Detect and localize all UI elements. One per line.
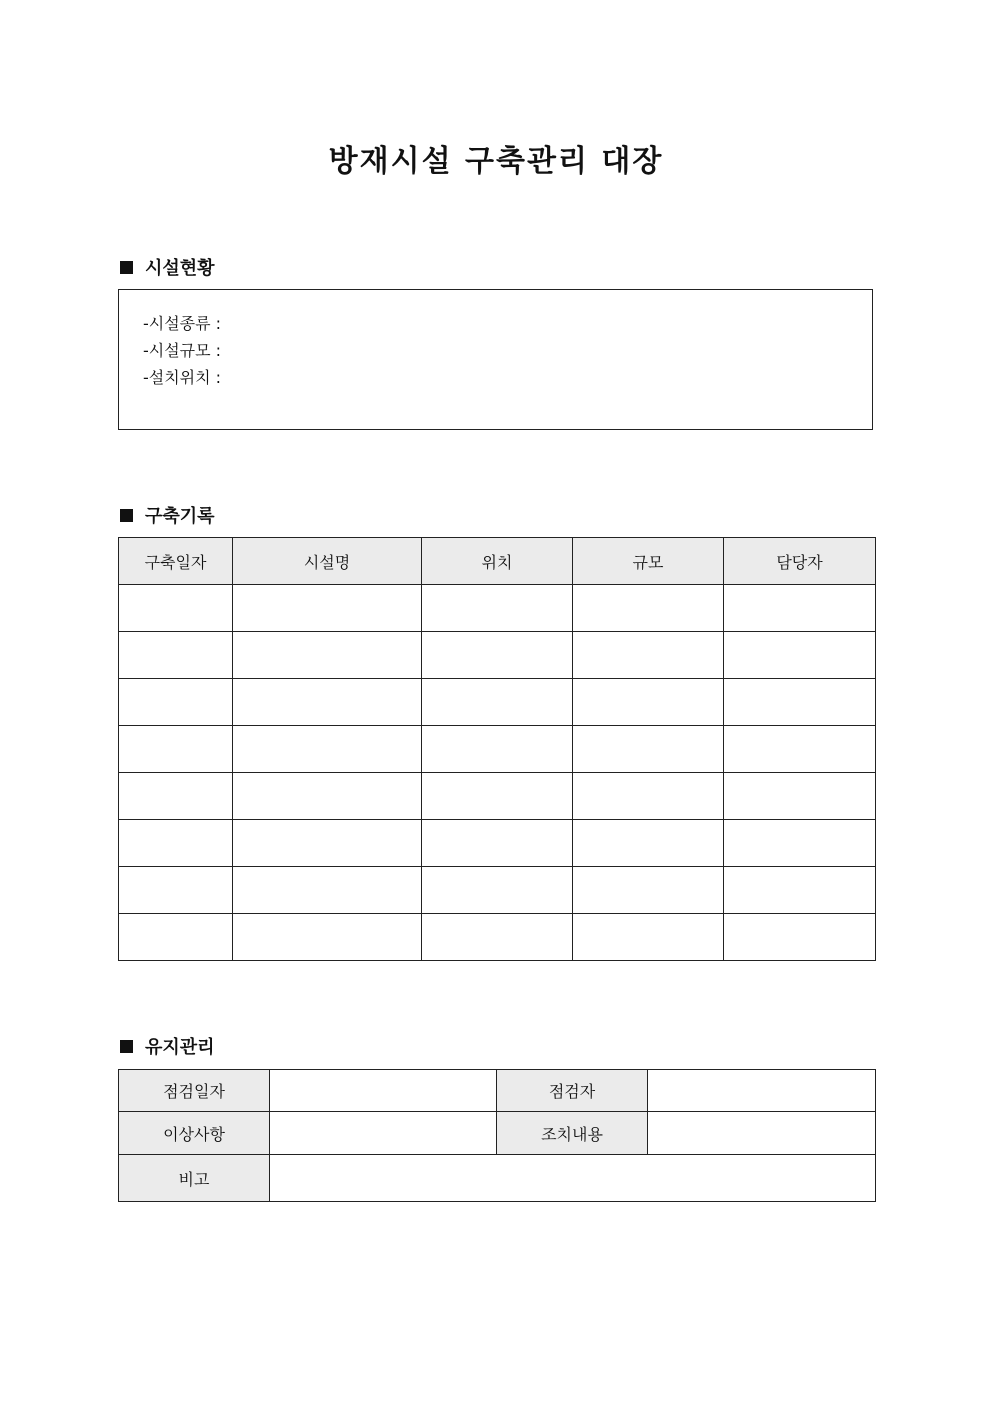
manager-cell[interactable] — [724, 867, 876, 914]
location-cell[interactable] — [422, 679, 573, 726]
section-heading-label: 시설현황 — [145, 258, 215, 279]
facility-type-line: -시설종류 : — [143, 314, 222, 333]
scale-cell[interactable] — [573, 914, 724, 961]
build-record-table — [118, 537, 876, 961]
remarks-label: 비고 — [119, 1155, 270, 1202]
build-date-cell[interactable] — [119, 679, 233, 726]
location-cell[interactable] — [422, 914, 573, 961]
column-header-scale: 규모 — [573, 538, 724, 585]
facility-name-cell[interactable] — [233, 632, 422, 679]
location-cell[interactable] — [422, 632, 573, 679]
column-header-location: 위치 — [422, 538, 573, 585]
facility-scale-line: -시설규모 : — [143, 341, 222, 360]
scale-cell[interactable] — [573, 820, 724, 867]
maintenance-table — [118, 1069, 876, 1202]
location-cell[interactable] — [422, 867, 573, 914]
scale-cell[interactable] — [573, 867, 724, 914]
inspection-date-label: 점검일자 — [119, 1070, 270, 1112]
square-bullet-icon — [120, 261, 133, 274]
section-heading-maintenance — [120, 1033, 215, 1059]
location-cell[interactable] — [422, 820, 573, 867]
manager-cell[interactable] — [724, 585, 876, 632]
scale-cell[interactable] — [573, 726, 724, 773]
build-date-cell[interactable] — [119, 726, 233, 773]
build-date-cell[interactable] — [119, 867, 233, 914]
build-date-cell[interactable] — [119, 632, 233, 679]
manager-cell[interactable] — [724, 914, 876, 961]
column-header-facility-name: 시설명 — [233, 538, 422, 585]
facility-name-cell[interactable] — [233, 773, 422, 820]
table-row — [119, 679, 876, 726]
location-cell[interactable] — [422, 585, 573, 632]
facility-name-cell[interactable] — [233, 585, 422, 632]
column-header-build-date: 구축일자 — [119, 538, 233, 585]
build-date-cell[interactable] — [119, 820, 233, 867]
manager-cell[interactable] — [724, 632, 876, 679]
manager-cell[interactable] — [724, 726, 876, 773]
facility-name-cell[interactable] — [233, 679, 422, 726]
issues-label: 이상사항 — [119, 1112, 270, 1155]
table-row — [119, 914, 876, 961]
facility-name-cell[interactable] — [233, 726, 422, 773]
page-title: 방재시설 구축관리 대장 — [328, 144, 664, 179]
square-bullet-icon — [120, 1040, 133, 1053]
section-heading-status — [120, 254, 215, 280]
location-cell[interactable] — [422, 773, 573, 820]
table-row — [119, 1112, 876, 1155]
build-date-cell[interactable] — [119, 773, 233, 820]
scale-cell[interactable] — [573, 585, 724, 632]
build-date-cell[interactable] — [119, 585, 233, 632]
table-row — [119, 820, 876, 867]
column-header-manager: 담당자 — [724, 538, 876, 585]
table-header-row — [119, 538, 876, 585]
issues-field[interactable] — [270, 1112, 497, 1155]
inspector-field[interactable] — [648, 1070, 876, 1112]
section-heading-label: 구축기록 — [145, 506, 215, 527]
table-row — [119, 585, 876, 632]
table-row — [119, 867, 876, 914]
facility-name-cell[interactable] — [233, 914, 422, 961]
actions-label: 조치내용 — [497, 1112, 648, 1155]
table-row — [119, 632, 876, 679]
location-cell[interactable] — [422, 726, 573, 773]
manager-cell[interactable] — [724, 773, 876, 820]
table-row — [119, 1070, 876, 1112]
remarks-field[interactable] — [270, 1155, 876, 1202]
section-heading-build — [120, 502, 215, 528]
scale-cell[interactable] — [573, 679, 724, 726]
square-bullet-icon — [120, 509, 133, 522]
table-row — [119, 1155, 876, 1202]
build-date-cell[interactable] — [119, 914, 233, 961]
scale-cell[interactable] — [573, 632, 724, 679]
scale-cell[interactable] — [573, 773, 724, 820]
manager-cell[interactable] — [724, 820, 876, 867]
section-heading-label: 유지관리 — [145, 1037, 215, 1058]
facility-status-box — [118, 289, 873, 430]
facility-location-line: -설치위치 : — [143, 368, 222, 387]
inspector-label: 점검자 — [497, 1070, 648, 1112]
facility-name-cell[interactable] — [233, 867, 422, 914]
table-row — [119, 726, 876, 773]
table-row — [119, 773, 876, 820]
manager-cell[interactable] — [724, 679, 876, 726]
facility-name-cell[interactable] — [233, 820, 422, 867]
actions-field[interactable] — [648, 1112, 876, 1155]
inspection-date-field[interactable] — [270, 1070, 497, 1112]
